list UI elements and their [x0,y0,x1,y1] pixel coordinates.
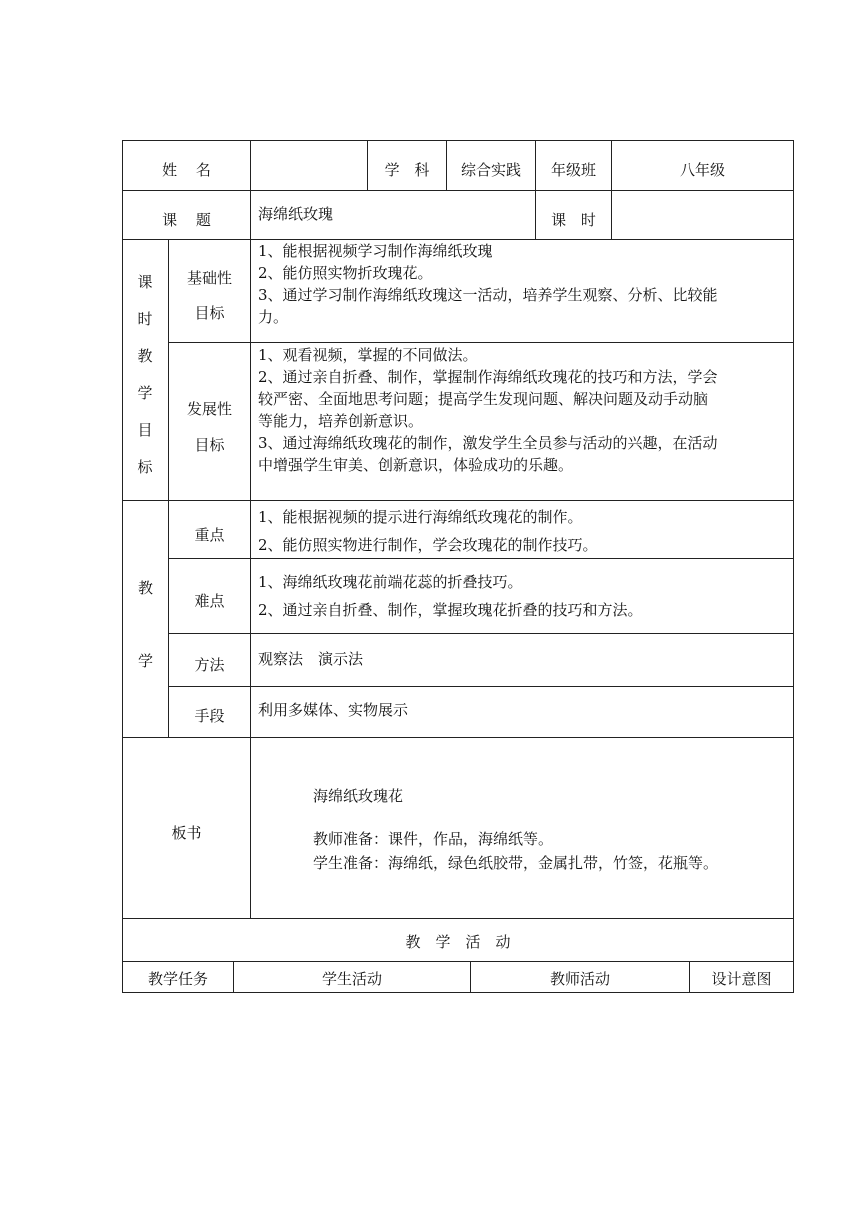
table-rule [122,190,794,191]
grade-value: 八年级 [679,161,725,179]
means-value: 利用多媒体、实物展示 [258,701,409,719]
board-label: 板书 [171,824,202,842]
name-label: 姓 名 [162,161,211,179]
methods-label: 方法 [194,656,225,674]
table-border-right [793,140,794,993]
topic-label: 课 题 [162,211,211,229]
teaching-group-label-2: 学 [137,652,153,670]
table-border-left [122,140,123,993]
column-header-task: 教学任务 [147,970,208,988]
table-rule [122,500,794,501]
table-rule [168,686,794,687]
subject-value: 综合实践 [460,161,521,179]
table-rule [122,737,794,738]
table-border-top [122,140,794,141]
column-header-student: 学生活动 [321,970,382,988]
board-title: 海绵纸玫瑰花 [313,787,404,805]
table-rule [250,140,251,918]
period-label: 课 时 [551,211,596,229]
subject-label: 学 科 [384,161,430,179]
student-prep: 学生准备：海绵纸，绿色纸胶带，金属扎带，竹签，花瓶等。 [313,854,719,872]
topic-value: 海绵纸玫瑰 [258,205,334,223]
column-header-intent: 设计意图 [711,970,772,988]
table-rule [168,342,794,343]
table-rule [611,140,612,239]
methods-value: 观察法 演示法 [258,650,364,668]
grade-label: 年级班 [550,161,596,179]
column-header-teacher: 教师活动 [549,970,610,988]
teaching-group-label: 教 [137,579,153,597]
objectives-group-label: 课 时 教 学 目 标 [137,273,153,476]
development-objective-label-2: 目标 [194,436,225,454]
key-points-label: 重点 [194,526,225,544]
development-objective-label: 发展性 [186,400,232,418]
table-rule [168,633,794,634]
basic-objective-label: 基础性 [186,269,232,287]
means-label: 手段 [194,707,225,725]
table-border-bottom [122,992,794,993]
teacher-prep: 教师准备：课件，作品，海绵纸等。 [313,830,554,848]
difficulties-text: 1、海绵纸玫瑰花前端花蕊的折叠技巧。 2、通过亲自折叠、制作，掌握玫瑰花折叠的技巧和方法。 [258,573,643,619]
key-points-text: 1、能根据视频的提示进行海绵纸玫瑰花的制作。 2、能仿照实物进行制作，学会玫瑰花的制作技巧。 [258,508,598,554]
activities-title: 教 学 活 动 [405,933,511,951]
basic-objective-text: 1、能根据视频学习制作海绵纸玫瑰 2、能仿照实物折玫瑰花。 3、通过学习制作海绵纸玫瑰这一活动，培养学生观察、分析、比较能 力。 [258,242,718,326]
table-rule [122,918,794,919]
table-rule [122,961,794,962]
basic-objective-label-2: 目标 [194,304,225,322]
development-objective-text: 1、观看视频，掌握的不同做法。 2、通过亲自折叠、制作，掌握制作海绵纸玫瑰花的技巧和方法，学会 较严密、全面地思考问题；提高学生发现问题、解决问题及动手动脑 等能力，培养创新意识。 3、通过海绵纸玫瑰花的制作，激发学生全员参与活动的兴趣，在活动 中增强学生审美、创新意识，体验成功的乐趣。 [258,346,718,474]
difficulties-label: 难点 [194,592,225,610]
